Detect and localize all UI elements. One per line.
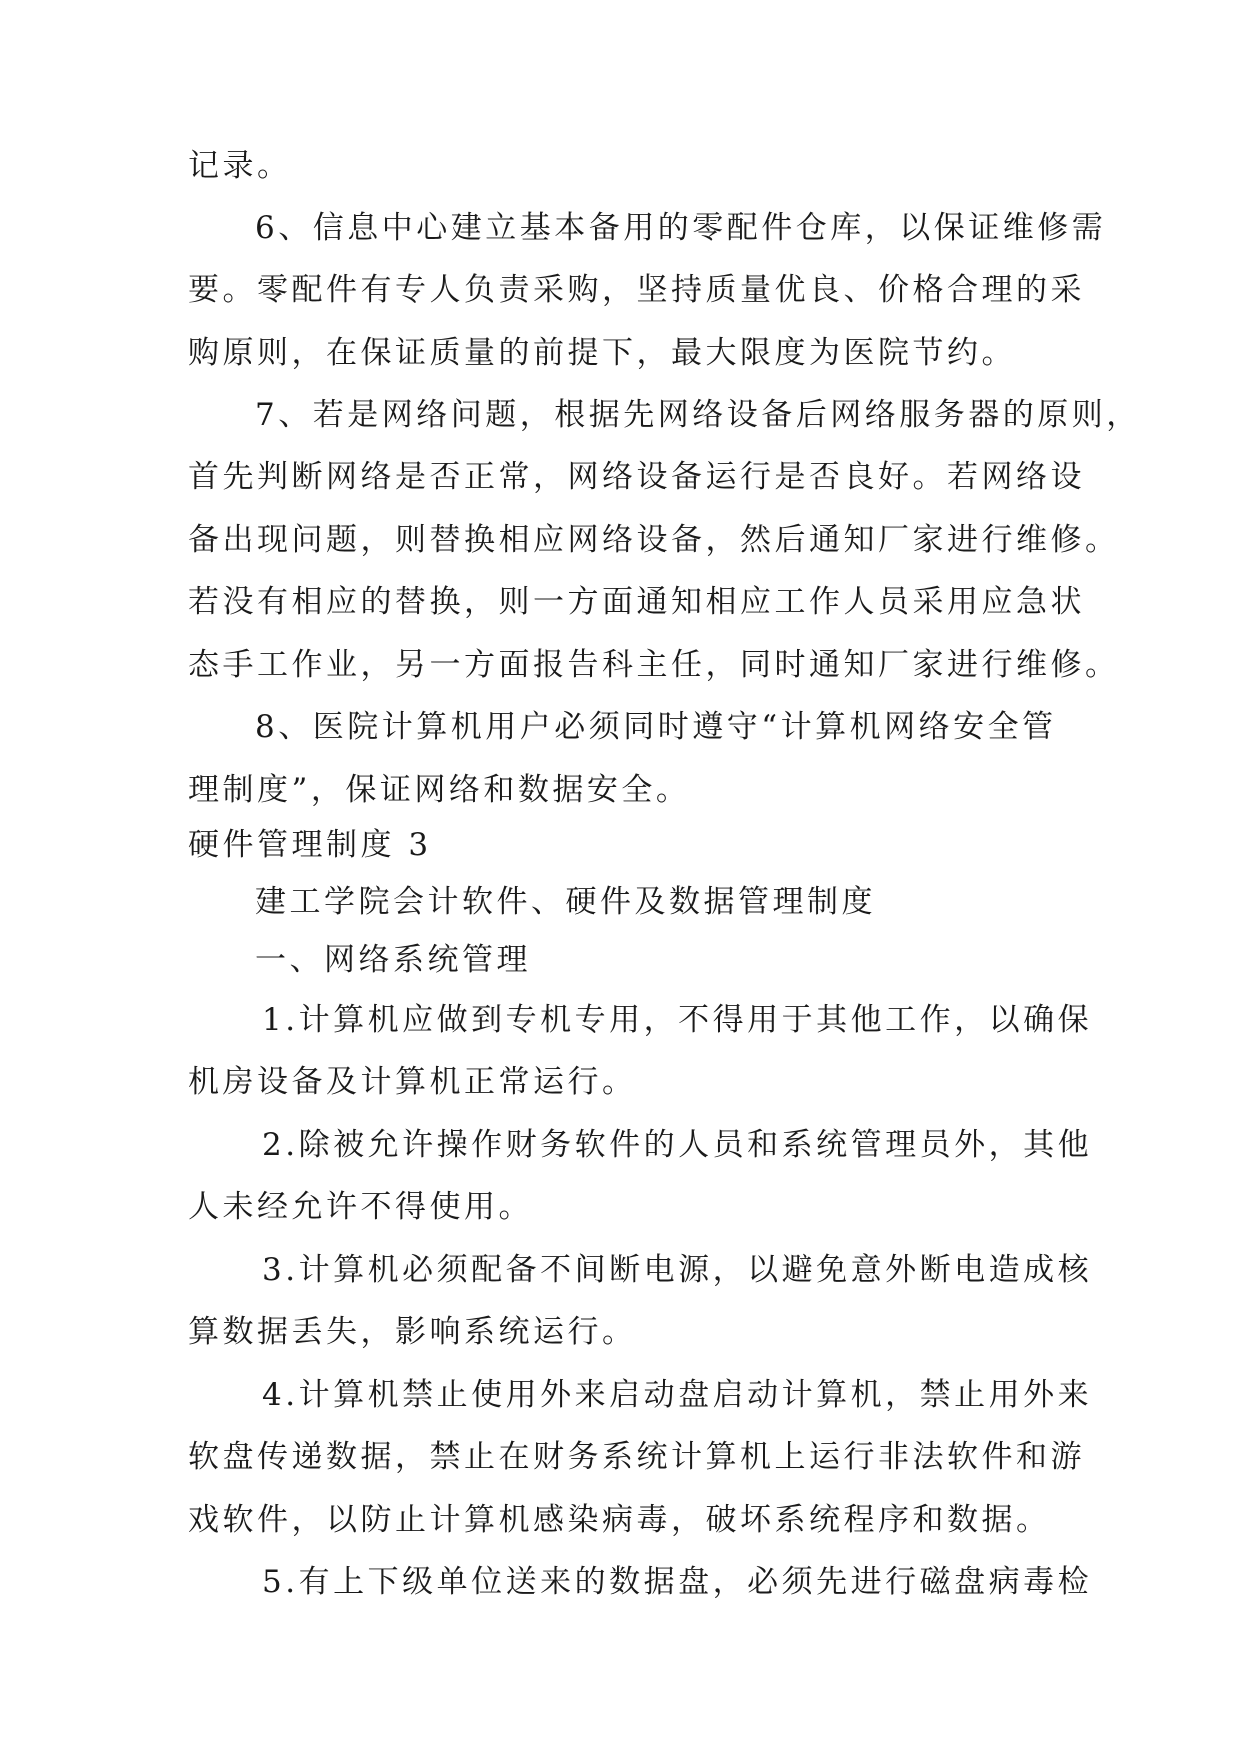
text-line: 首先判断网络是否正常，网络设备运行是否良好。若网络设 xyxy=(188,459,1085,495)
text-line: 7、若是网络问题，根据先网络设备后网络服务器的原则， xyxy=(255,397,1141,433)
section-heading: 硬件管理制度 3 xyxy=(188,827,432,863)
text-line: 理制度”，保证网络和数据安全。 xyxy=(188,772,691,808)
text-line: 戏软件，以防止计算机感染病毒，破坏系统程序和数据。 xyxy=(188,1502,1051,1538)
text-line: 8、医院计算机用户必须同时遵守“计算机网络安全管 xyxy=(255,709,1057,745)
text-line: 2.除被允许操作财务软件的人员和系统管理员外，其他 xyxy=(262,1127,1093,1163)
text-line: 购原则，在保证质量的前提下，最大限度为医院节约。 xyxy=(188,335,1016,371)
text-line: 6、信息中心建立基本备用的零配件仓库，以保证维修需 xyxy=(255,210,1107,246)
text-line: 3.计算机必须配备不间断电源，以避免意外断电造成核 xyxy=(262,1252,1093,1288)
text-line: 软盘传递数据，禁止在财务系统计算机上运行非法软件和游 xyxy=(188,1439,1085,1475)
text-line: 若没有相应的替换，则一方面通知相应工作人员采用应急状 xyxy=(188,584,1085,620)
text-line: 态手工作业，另一方面报告科主任，同时通知厂家进行维修。 xyxy=(188,647,1120,683)
text-line: 机房设备及计算机正常运行。 xyxy=(188,1064,637,1100)
text-line: 4.计算机禁止使用外来启动盘启动计算机，禁止用外来 xyxy=(262,1377,1093,1413)
section-heading: 一、网络系统管理 xyxy=(255,942,531,978)
text-line: 要。零配件有专人负责采购，坚持质量优良、价格合理的采 xyxy=(188,272,1085,308)
text-line: 记录。 xyxy=(188,148,292,184)
text-line: 算数据丢失，影响系统运行。 xyxy=(188,1314,637,1350)
text-line: 人未经允许不得使用。 xyxy=(188,1189,533,1225)
text-line: 5.有上下级单位送来的数据盘，必须先进行磁盘病毒检 xyxy=(262,1564,1093,1600)
document-title: 建工学院会计软件、硬件及数据管理制度 xyxy=(255,884,876,920)
text-line: 备出现问题，则替换相应网络设备，然后通知厂家进行维修。 xyxy=(188,522,1120,558)
text-line: 1.计算机应做到专机专用，不得用于其他工作，以确保 xyxy=(262,1002,1093,1038)
